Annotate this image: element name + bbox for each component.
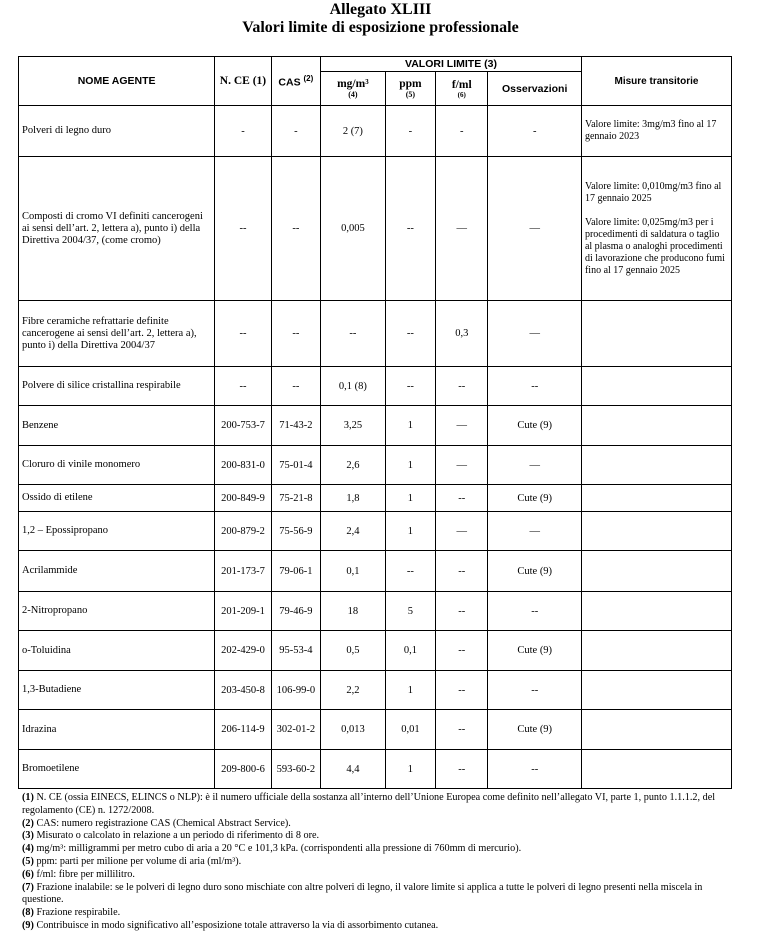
table-row xyxy=(19,157,732,301)
n-ce-cell: 201-209-1 xyxy=(215,592,272,631)
table-row xyxy=(19,485,732,512)
misure-transitorie-cell xyxy=(581,512,731,551)
misure-text: Valore limite: 0,025mg/m3 per i procedimenti di saldatura o taglio al plasma o analoghi procedimenti di lavorazione che producono fumi fino al 17 gennaio 2025 xyxy=(584,216,725,276)
agent-name-cell: Benzene xyxy=(19,406,215,446)
agent-name-cell: Composti di cromo VI definiti cancerogeni ai sensi dell’art. 2, lettera a), punto i) della Direttiva 2004/37, (come cromo) xyxy=(19,157,215,301)
osservazioni-cell: — xyxy=(488,446,582,485)
agent-name-cell: 2-Nitropropano xyxy=(19,592,215,631)
footnote-ref: (7) xyxy=(22,881,34,893)
mgm3-cell: -- xyxy=(321,301,386,367)
mgm3-cell: 2,6 xyxy=(321,446,386,485)
osservazioni-cell: — xyxy=(488,157,582,301)
footnote-text: f/ml: fibre per millilitro. xyxy=(36,868,135,880)
annex-title: Allegato XLIII xyxy=(329,1,432,18)
footnote-ref: (4) xyxy=(22,843,34,855)
cas-cell: -- xyxy=(271,367,320,406)
misure-text: Valore limite: 3mg/m3 fino al 17 gennaio 2023 xyxy=(584,119,717,142)
header-ppm xyxy=(385,72,435,106)
n-ce-cell: 201-173-7 xyxy=(215,551,272,592)
footnote-ref: (6) xyxy=(22,868,34,880)
header-mgm3 xyxy=(321,72,386,106)
fml-cell: — xyxy=(436,157,488,301)
misure-transitorie-cell xyxy=(581,671,731,710)
n-ce-cell: -- xyxy=(215,301,272,367)
ppm-cell: 1 xyxy=(385,446,435,485)
footnote-item xyxy=(22,907,737,920)
footnote-text: N. CE (ossia EINECS, ELINCS o NLP): è il numero ufficiale della sostanza all’interno dell’Unione Europea come definito nell’allegato VI, parte 1, punto 1.1.1.2, del regolamento (CE) n. 1272/2008. xyxy=(22,792,716,816)
footnote-text: Misurato o calcolato in relazione a un periodo di riferimento di 8 ore. xyxy=(36,830,320,842)
ppm-cell: -- xyxy=(385,551,435,592)
cas-cell: 71-43-2 xyxy=(271,406,320,446)
table-row xyxy=(19,446,732,485)
ppm-cell: -- xyxy=(385,157,435,301)
limit-values-table xyxy=(18,56,732,789)
table-row xyxy=(19,301,732,367)
footnote-text: Frazione respirabile. xyxy=(36,907,121,919)
misure-transitorie-cell xyxy=(581,157,731,301)
header-mgm3-note: (4) xyxy=(348,90,358,99)
ppm-cell: 1 xyxy=(385,406,435,446)
table-row xyxy=(19,750,732,789)
osservazioni-cell: -- xyxy=(488,671,582,710)
footnote-item xyxy=(22,920,737,933)
osservazioni-cell: Cute (9) xyxy=(488,551,582,592)
footnote-ref: (2) xyxy=(22,817,34,829)
agent-name-cell: 1,3-Butadiene xyxy=(19,671,215,710)
osservazioni-cell: Cute (9) xyxy=(488,631,582,671)
osservazioni-cell: Cute (9) xyxy=(488,710,582,750)
cas-cell: 75-21-8 xyxy=(271,485,320,512)
n-ce-cell: 200-831-0 xyxy=(215,446,272,485)
fml-cell: — xyxy=(436,512,488,551)
ppm-cell: -- xyxy=(385,367,435,406)
n-ce-cell: 206-114-9 xyxy=(215,710,272,750)
mgm3-cell: 0,1 xyxy=(321,551,386,592)
table-row xyxy=(19,512,732,551)
osservazioni-cell: -- xyxy=(488,367,582,406)
footnote-item xyxy=(22,830,737,843)
fml-cell: -- xyxy=(436,671,488,710)
footnote-ref: (8) xyxy=(22,907,34,919)
ppm-cell: 0,1 xyxy=(385,631,435,671)
footnote-item xyxy=(22,843,737,856)
footnote-ref: (9) xyxy=(22,919,34,931)
n-ce-cell: - xyxy=(215,106,272,157)
header-n-ce: N. CE (1) xyxy=(215,57,272,106)
footnote-text: CAS: numero registrazione CAS (Chemical Abstract Service). xyxy=(36,817,291,829)
header-valori-limite: VALORI LIMITE (3) xyxy=(321,57,582,72)
footnote-text: Contribuisce in modo significativo all’esposizione totale attraverso la via di assorbimento cutanea. xyxy=(36,919,439,931)
mgm3-cell: 1,8 xyxy=(321,485,386,512)
table-row xyxy=(19,106,732,157)
osservazioni-cell: - xyxy=(488,106,582,157)
fml-cell: - xyxy=(436,106,488,157)
osservazioni-cell: — xyxy=(488,512,582,551)
header-fml-label: f/ml xyxy=(451,78,472,91)
misure-transitorie-cell xyxy=(581,485,731,512)
misure-transitorie-cell xyxy=(581,710,731,750)
fml-cell: -- xyxy=(436,710,488,750)
agent-name-cell: Polvere di silice cristallina respirabile xyxy=(19,367,215,406)
mgm3-cell: 4,4 xyxy=(321,750,386,789)
agent-name-cell: Bromoetilene xyxy=(19,750,215,789)
footnote-item xyxy=(22,792,737,818)
table-row xyxy=(19,367,732,406)
table-row xyxy=(19,551,732,592)
n-ce-cell: 202-429-0 xyxy=(215,631,272,671)
misure-transitorie-cell xyxy=(581,631,731,671)
mgm3-cell: 2,4 xyxy=(321,512,386,551)
table-row xyxy=(19,406,732,446)
table-row xyxy=(19,631,732,671)
agent-name-cell: Ossido di etilene xyxy=(19,485,215,512)
ppm-cell: 1 xyxy=(385,512,435,551)
header-misure-transitorie: Misure transitorie xyxy=(581,57,731,106)
osservazioni-cell: Cute (9) xyxy=(488,485,582,512)
footnote-ref: (3) xyxy=(22,830,34,842)
footnotes xyxy=(22,792,737,933)
fml-cell: -- xyxy=(436,367,488,406)
agent-name-cell: Cloruro di vinile monomero xyxy=(19,446,215,485)
misure-transitorie-cell xyxy=(581,592,731,631)
ppm-cell: -- xyxy=(385,301,435,367)
table-row xyxy=(19,710,732,750)
ppm-cell: 1 xyxy=(385,750,435,789)
misure-transitorie-cell xyxy=(581,301,731,367)
agent-name-cell: Acrilammide xyxy=(19,551,215,592)
document-subtitle: Valori limite di esposizione professionale xyxy=(242,19,519,36)
header-osservazioni: Osservazioni xyxy=(488,72,582,106)
n-ce-cell: 200-753-7 xyxy=(215,406,272,446)
mgm3-cell: 3,25 xyxy=(321,406,386,446)
n-ce-cell: -- xyxy=(215,157,272,301)
fml-cell: -- xyxy=(436,631,488,671)
cas-cell: 106-99-0 xyxy=(271,671,320,710)
footnote-text: ppm: parti per milione per volume di aria (ml/m³). xyxy=(36,855,242,867)
footnote-text: Frazione inalabile: se le polveri di legno duro sono mischiate con altre polveri di legno, il valore limite si applica a tutte le polveri di legno presenti nella miscela in questione. xyxy=(22,881,703,906)
fml-cell: — xyxy=(436,406,488,446)
fml-cell: -- xyxy=(436,592,488,631)
cas-cell: 302-01-2 xyxy=(271,710,320,750)
misure-transitorie-cell xyxy=(581,551,731,592)
header-cas-note: (2) xyxy=(303,73,314,83)
n-ce-cell: 200-849-9 xyxy=(215,485,272,512)
table-row xyxy=(19,671,732,710)
fml-cell: -- xyxy=(436,485,488,512)
mgm3-cell: 18 xyxy=(321,592,386,631)
cas-cell: - xyxy=(271,106,320,157)
n-ce-cell: 209-800-6 xyxy=(215,750,272,789)
mgm3-cell: 0,005 xyxy=(321,157,386,301)
footnote-item xyxy=(22,856,737,869)
n-ce-cell: 203-450-8 xyxy=(215,671,272,710)
agent-name-cell: Idrazina xyxy=(19,710,215,750)
footnote-item xyxy=(22,882,737,908)
osservazioni-cell: -- xyxy=(488,592,582,631)
fml-cell: -- xyxy=(436,551,488,592)
header-fml-note: (6) xyxy=(457,90,466,99)
footnote-item xyxy=(22,869,737,882)
ppm-cell: - xyxy=(385,106,435,157)
osservazioni-cell: Cute (9) xyxy=(488,406,582,446)
misure-transitorie-cell xyxy=(581,446,731,485)
header-cas xyxy=(271,57,320,106)
misure-transitorie-cell xyxy=(581,406,731,446)
cas-cell: 75-01-4 xyxy=(271,446,320,485)
footnote-ref: (1) xyxy=(22,792,34,803)
mgm3-cell: 0,013 xyxy=(321,710,386,750)
mgm3-cell: 0,5 xyxy=(321,631,386,671)
header-mgm3-label: mg/m³ xyxy=(337,78,369,90)
ppm-cell: 0,01 xyxy=(385,710,435,750)
n-ce-cell: -- xyxy=(215,367,272,406)
header-fml xyxy=(436,72,488,106)
agent-name-cell: Polveri di legno duro xyxy=(19,106,215,157)
header-ppm-note: (5) xyxy=(405,90,416,99)
misure-text: Valore limite: 0,010mg/m3 fino al 17 gennaio 2025 xyxy=(584,180,722,204)
agent-name-cell: o-Toluidina xyxy=(19,631,215,671)
misure-transitorie-cell xyxy=(581,750,731,789)
cas-cell: 79-46-9 xyxy=(271,592,320,631)
fml-cell: -- xyxy=(436,750,488,789)
cas-cell: 79-06-1 xyxy=(271,551,320,592)
ppm-cell: 1 xyxy=(385,671,435,710)
mgm3-cell: 0,1 (8) xyxy=(321,367,386,406)
header-nome-agente: NOME AGENTE xyxy=(19,57,215,106)
header-cas-label: CAS xyxy=(278,76,301,89)
footnote-text: mg/m³: milligrammi per metro cubo di aria a 20 °C e 101,3 kPa. (corrispondenti alla pressione di 760mm di mercurio). xyxy=(36,843,522,855)
cas-cell: 75-56-9 xyxy=(271,512,320,551)
cas-cell: 95-53-4 xyxy=(271,631,320,671)
ppm-cell: 1 xyxy=(385,485,435,512)
agent-name-cell: 1,2 – Epossipropano xyxy=(19,512,215,551)
misure-transitorie-cell xyxy=(581,106,731,157)
fml-cell: — xyxy=(436,446,488,485)
mgm3-cell: 2,2 xyxy=(321,671,386,710)
mgm3-cell: 2 (7) xyxy=(321,106,386,157)
footnote-item xyxy=(22,818,737,831)
agent-name-cell: Fibre ceramiche refrattarie definite cancerogene ai sensi dell’art. 2, lettera a), punto i) della Direttiva 2004/37 xyxy=(19,301,215,367)
fml-cell: 0,3 xyxy=(436,301,488,367)
table-row xyxy=(19,592,732,631)
ppm-cell: 5 xyxy=(385,592,435,631)
osservazioni-cell: -- xyxy=(488,750,582,789)
footnote-ref: (5) xyxy=(22,855,34,867)
misure-transitorie-cell xyxy=(581,367,731,406)
cas-cell: -- xyxy=(271,301,320,367)
n-ce-cell: 200-879-2 xyxy=(215,512,272,551)
osservazioni-cell: — xyxy=(488,301,582,367)
cas-cell: 593-60-2 xyxy=(271,750,320,789)
cas-cell: -- xyxy=(271,157,320,301)
header-ppm-label: ppm xyxy=(399,78,422,90)
